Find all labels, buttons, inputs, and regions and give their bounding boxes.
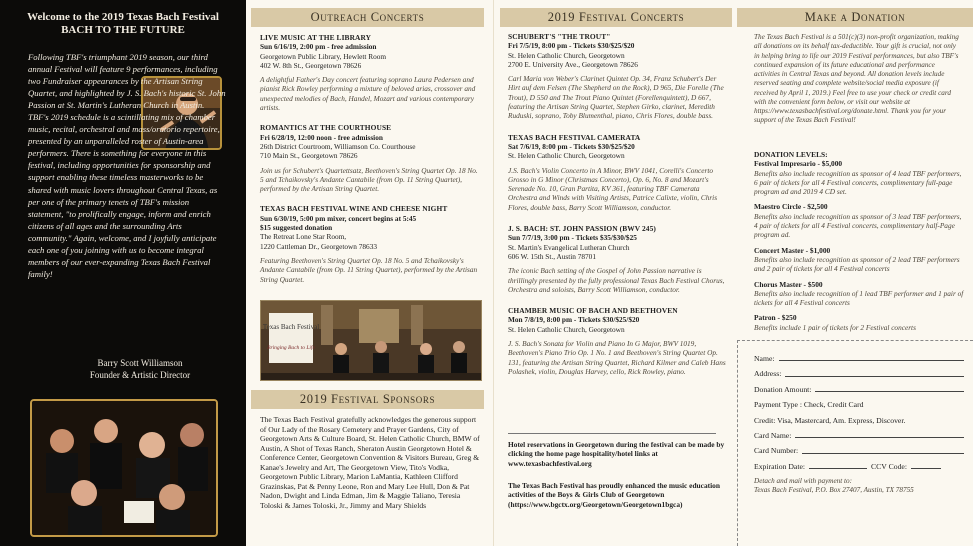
event-address: 606 W. 15th St., Austin 78701 [508,251,596,261]
event-title: LIVE MUSIC AT THE LIBRARY [260,33,372,42]
amount-label: Donation Amount: [754,384,812,394]
address-line[interactable] [785,376,964,377]
event-description: The iconic Bach setting of the Gospel of John Passion narrative is thrillingly presented by the fully professional Texas Bach Festival Chorus, Orchestra and soloists, Barry Scott Williamson, conductor. [508,266,725,294]
event-address: 2700 E. University Ave., Georgetown 78626 [508,59,638,69]
mail-instructions [754,477,964,495]
donation-level-desc: Benefits also include recognition of 1 lead TBF performer and 1 pair of tickets for all 4 Festival concerts [754,288,964,308]
amount-field[interactable] [754,379,964,394]
event-venue: St. Helen Catholic Church, Georgetown [508,151,625,161]
name-label: Name: [754,354,775,364]
card-number-field[interactable] [754,440,964,455]
event-title: J. S. BACH: ST. JOHN PASSION (BWV 245) [508,224,656,234]
event-venue: Georgetown Public Library, Hewlett Room [260,51,387,61]
card-name-label: Card Name: [754,431,792,441]
choir-photo [30,399,218,537]
event-date: Fri 7/5/19, 8:00 pm - Tickets $30/$25/$20 [508,41,635,51]
expiration-line[interactable] [809,468,867,469]
donation-level-desc: Benefits also include recognition as sponsor of 3 lead TBF performers, 4 pair of tickets for all 4 Festival concerts, complimentary half-Page program ad. [754,211,962,240]
donation-level-name: Chorus Master - $500 [754,279,823,289]
outreach-event [260,204,481,283]
event-address: 710 Main St., Georgetown 78626 [260,151,358,161]
event-venue: St. Martin's Evangelical Lutheran Church [508,242,630,252]
intro-title-line1: Welcome to the 2019 Texas Bach Festival [27,11,219,23]
event-title: CHAMBER MUSIC OF BACH AND BEETHOVEN [508,306,678,316]
event-date: Sun 6/30/19, 5:00 pm mixer, concert begins at 5:45 [260,213,417,223]
ccv-label: CCV Code: [871,461,907,471]
festival-event [508,306,727,376]
outreach-heading: Outreach Concerts [251,8,484,27]
event-address: 402 W. 8th St., Georgetown 78626 [260,60,362,70]
donation-level-desc: Benefits also include recognition as sponsor of 4 lead TBF performers, 6 pair of tickets for all 4 Festival concerts, complimentary full-page program ad and 2019 4 CD set. [754,168,962,197]
outreach-event [260,33,481,112]
payment-type-label: Payment Type : Check, Credit Card [754,400,864,410]
card-name-field[interactable] [754,425,964,440]
payment-type-field[interactable] [754,394,964,409]
donation-levels-heading: DONATION LEVELS: [754,150,828,159]
event-date: Fri 6/28/19, 12:00 noon - free admission [260,132,383,142]
intro-paragraph: Following TBF's triumphant 2019 season, our third annual Festival will feature 9 performances, including two Fundraiser appearances by the Artisan String Quartet, and highlighted by J. S. Bach's historic St. John Passion at St. Martin's Lutheran Church in Austin. TBF's 2019 schedule is a scintillating mix of chamber music, recital, orchestral and mass/oratorio repertoire, presented by an unparalleled roster of Austin-area performers. There is something for everyone in this festival, including opportunities for sponsorship and support enabling these timeless masterworks to be shared with music lovers throughout Central Texas, as per one of the primary tenets of TBF's mission statement, "to prolifically engage, inform and enrich citizens of all ages and the surrounding Arts community." Again, welcome, and I joyfully anticipate each one of you joining with us to become integral members of our ever-expanding Texas Bach Festival family! [28,52,226,279]
section-divider [508,433,716,434]
event-suggested-donation: $15 suggested donation [260,223,333,233]
event-venue: St. Helen Catholic Church, Georgetown [508,50,625,60]
photo-sign-line1: Texas Bach Festival [262,323,320,331]
festival-event [508,32,727,121]
intro-panel [0,0,246,546]
festival-heading: 2019 Festival Concerts [500,8,732,27]
expiration-ccv-field[interactable] [754,456,964,471]
event-venue: The Retreat Lone Star Room, [260,232,347,242]
credit-card-types-label: Credit: Visa, Mastercard, Am. Express, Discover. [754,415,906,425]
event-title: TEXAS BACH FESTIVAL CAMERATA [508,132,641,142]
church-performance-photo [260,300,482,381]
donation-level-name: Concert Master - $1,000 [754,245,831,255]
event-description: Featuring Beethoven's String Quartet Op. 18 No. 5 and Tchaikovsky's Andante Cantabile (from Op. 11 String Quartet), performed by the Artisan String Quartet. [260,255,478,284]
event-title: ROMANTICS AT THE COURTHOUSE [260,123,392,133]
signature-role: Founder & Artistic Director [89,370,191,380]
event-title: SCHUBERT'S "THE TROUT" [508,32,611,41]
donation-heading: Make a Donation [737,8,973,27]
event-description: Carl Maria von Weber's Clarinet Quintet Op. 34, Franz Schubert's Der Hirt auf dem Felsen (The Shepherd on the Rock), D 965, Die Forelle (The Trout), D 550 and The Trout Piano Quintet (Forellenquintett), D 667, featuring the Artisan String Quartet, Stephen Girko, clarinet, Meredith Ruduski, soprano, Toby Blumenthal, piano, Chris Flores, double bass. [508,74,724,121]
outreach-panel [246,0,493,546]
event-description: J.S. Bach's Violin Concerto in A Minor, BWV 1041, Corelli's Concerto Grosso in G Minor (Christmas Concerto), Op. 6, No. 8 and Mozart's Serenade No. 10, Gran Partita, KV 361, featuring TBF Camerata Orchestra and Winds with Visiting Artists, Patrice Calixte, violin, Chris Flores, double bass, Barry Scott Williamson, conductor. [508,165,718,212]
donation-level-name: Maestro Circle - $2,500 [754,202,828,212]
mail-address: Texas Bach Festival, P.O. Box 27407, Austin, TX 78755 [754,486,914,495]
mail-line1: Detach and mail with payment to: [754,477,853,486]
intro-title-line2: BACH TO THE FUTURE [61,24,185,36]
donation-levels [754,150,964,338]
donation-panel [737,0,973,546]
sponsors-heading: 2019 Festival Sponsors [251,390,484,409]
card-number-label: Card Number: [754,446,799,456]
festival-event [508,133,727,212]
ccv-line[interactable] [911,468,941,469]
donation-level-desc: Benefits include 1 pair of tickets for 2 Festival concerts [754,322,916,332]
donation-level-desc: Benefits also include recognition as sponsor of 2 lead TBF performers and 2 pair of tickets for all 4 Festival concerts [754,254,960,274]
sponsors-text: The Texas Bach Festival gratefully acknowledges the generous support of Our Lady of the Rosary Cemetery and Prayer Gardens, City of Georgetown Arts & Culture Board, St. Helen Catholic Church, BMW of Austin, A Shot of Texas Ranch, Sheraton Austin Georgetown Hotel & Conference Center, Georgetown Convention & Visitors Bureau, Greg & Kanae's Jewelry and Art, The Georgetown View, Tito's Vodka, Georgetown Public Library, Marion LaMantia, Kathleen Clifford Grazinskas, Pat & Penny Leone, Ron and Mary Lee Hull, Don & Pat Nadon, Dwight and Linda Edman, Jim & Maggie Taliano, Teresia Toloski & James Toloski, Jr., Jimmy and Mary Shields [260,415,480,510]
name-field[interactable] [754,348,964,363]
festival-events [508,32,727,388]
event-description: A delightful Father's Day concert featuring soprano Laura Pedersen and pianist Rick Rowley performing a mixture of beloved arias, crossover and unexpected melodies of Bach, Handel, Mozart and various contemporary artists. [260,75,476,113]
event-date: Sun 6/16/19, 2:00 pm - free admission [260,42,377,52]
intro-title [0,11,246,37]
outreach-event [260,123,481,193]
event-date: Sun 7/7/19, 3:00 pm - Tickets $35/$30/$25 [508,233,637,243]
expiration-label: Expiration Date: [754,461,806,471]
event-date: Mon 7/8/19, 8:00 pm - Tickets $30/$25/$20 [508,315,640,325]
address-field[interactable] [754,363,964,378]
address-label: Address: [754,369,782,379]
donation-form [754,348,964,496]
festival-event [508,224,727,294]
event-description: J. S. Bach's Sonata for Violin and Piano In G Major, BWV 1019, Beethoven's Piano Trio Op. 1 No. 1 and Beethoven's String Quartet Op. 131, featuring the Artisan String Quartet, Richard Kilmer and Caleb Hans Polashek, violin, Douglas Harvey, cello, Rick Rowley, piano. [508,339,726,376]
club-note: The Texas Bach Festival has proudly enhanced the music education activities of the Boys & Girls Club of Georgetown (https://www.bgctx.org/Georgetown/Georgetown1bgca) [508,481,720,509]
choir-photo-image [32,401,218,537]
event-address: 1220 Cattleman Dr., Georgetown 78633 [260,241,378,251]
event-venue: 26th District Courtroom, Williamson Co. Courthouse [260,141,416,151]
festival-panel [493,0,737,546]
event-venue: St. Helen Catholic Church, Georgetown [508,324,625,334]
credit-card-types[interactable] [754,410,964,425]
donation-text: The Texas Bach Festival is a 501(c)(3) non-profit organization, making all donations on its behalf tax-deductible. Your gift is crucial, not only in helping bring to life our 2019 Festival performances, but also TBF's continued expansion of its future educational and performance activities in Central Texas and beyond. All donation levels include reserved seating and complete website/social media exposure (if received by April 1, 2019.) Feel free to use your check or credit card with the convenient form below, or visit our website at https://www.texasbachfestival.org/donate.html. Thank you for your support of the Texas Bach Festival! [754,33,959,125]
event-date: Sat 7/6/19, 8:00 pm - Tickets $30/$25/$20 [508,141,635,151]
amount-line[interactable] [815,391,964,392]
signature-block [0,357,246,381]
name-line[interactable] [779,360,965,361]
event-title: TEXAS BACH FESTIVAL WINE AND CHEESE NIGHT [260,204,448,214]
signature-name: Barry Scott Williamson [97,358,183,368]
hotel-note: Hotel reservations in Georgetown during the festival can be made by clicking the home page hospitality/hotel links at www.texasbachfestival.org [508,440,725,468]
card-number-line[interactable] [802,453,964,454]
donation-level-name: Festival Impresario - $5,000 [754,159,843,169]
event-description: Join us for Schubert's Quartettsatz, Beethoven's String Quartet Op. 18 No. 5 and Tchaikovsky's Andante Cantabile (from Op. 11 String Quartet), performed by the Artisan String Quartet. [260,165,478,194]
card-name-line[interactable] [795,437,964,438]
church-performance-image [261,301,482,381]
donation-level-name: Patron - $250 [754,313,797,323]
outreach-events [260,33,481,295]
photo-sign-line2: Bringing Bach to Life [267,345,315,351]
